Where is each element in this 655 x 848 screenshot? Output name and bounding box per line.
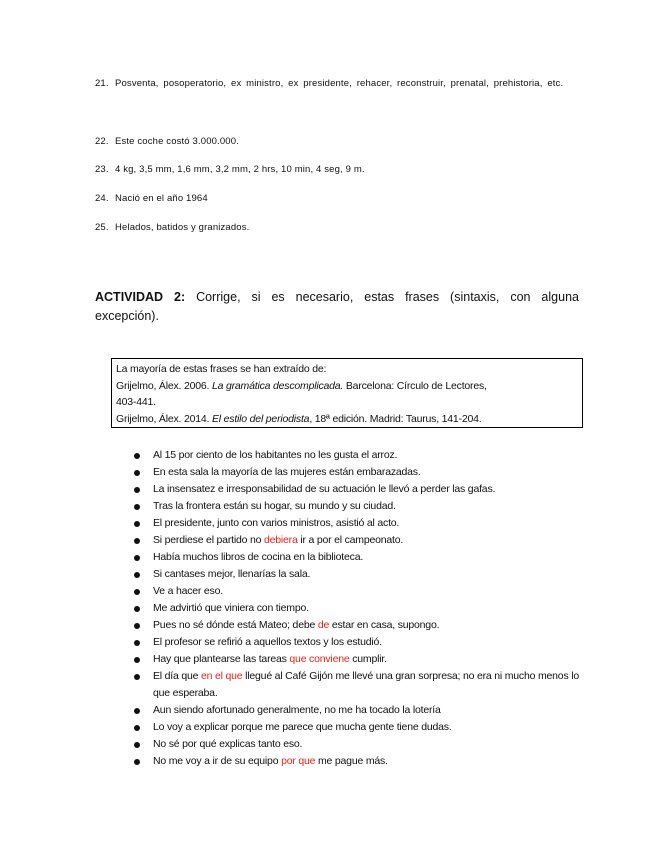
list-item: Tras la frontera están su hogar, su mundo y su ciudad. <box>133 498 583 515</box>
list-item: El presidente, junto con varios ministros, asistió al acto. <box>133 515 583 532</box>
highlighted-text: de <box>317 619 330 631</box>
list-item: Al 15 por ciento de los habitantes no les gusta el arroz. <box>133 447 583 464</box>
item-text: 4 kg, 3,5 mm, 1,6 mm, 3,2 mm, 2 hrs, 10 min, 4 seg, 9 m. <box>115 164 365 175</box>
ref2-title: El estilo del periodista <box>211 412 310 425</box>
bullet-icon <box>134 487 140 493</box>
bullet-icon <box>134 504 140 510</box>
source-intro: La mayoría de estas frases se han extraído de: <box>116 363 327 375</box>
bullet-icon <box>134 623 140 629</box>
list-item <box>95 70 585 98</box>
ref2-rest: , 18ª edición. Madrid: Taurus, 141-204. <box>309 412 482 425</box>
list-item: Si perdiese el partido no debiera ir a por el campeonato. <box>133 532 583 549</box>
activity-label: ACTIVIDAD 2: <box>95 290 186 304</box>
ref1-title: La gramática descomplicada. <box>211 379 344 392</box>
ref1-author: Grijelmo, Álex. 2006. <box>116 379 210 392</box>
list-item: No sé por qué explicas tanto eso. <box>133 736 583 753</box>
bullet-icon <box>134 538 140 544</box>
bullet-icon <box>134 606 140 612</box>
list-item: Si cantases mejor, llenarías la sala. <box>133 566 583 583</box>
ref1-rest: Barcelona: Círculo de Lectores, <box>345 379 487 392</box>
highlighted-text: debiera <box>263 534 298 546</box>
item-number: 22. <box>95 136 109 147</box>
list-item: El día que en el que llegué al Café Gijón me llevé una gran sorpresa; no era ni mucho menos lo que esperaba. <box>133 668 583 702</box>
bullet-icon <box>134 742 140 748</box>
ref2-author: Grijelmo, Álex. 2014. <box>116 412 210 425</box>
bullet-icon <box>134 640 140 646</box>
bullet-icon <box>134 589 140 595</box>
ref1-pages: 403-441. <box>116 396 156 408</box>
bullet-icon <box>134 759 140 765</box>
item-text: Nació en el año 1964 <box>115 193 208 204</box>
item-text: Posventa, posoperatorio, ex ministro, ex presidente, rehacer, reconstruir, prenatal, prehistoria, etc. <box>115 78 564 89</box>
item-text: Helados, batidos y granizados. <box>115 222 250 233</box>
source-box <box>111 358 583 428</box>
item-text: Este coche costó 3.000.000. <box>115 136 239 147</box>
bullet-icon <box>134 708 140 714</box>
item-number: 23. <box>95 164 109 175</box>
list-item <box>95 136 239 147</box>
highlighted-text: que conviene <box>289 653 350 665</box>
reference-1 <box>116 378 578 395</box>
list-item: Me advirtió que viniera con tiempo. <box>133 600 583 617</box>
bullet-icon <box>134 725 140 731</box>
bullet-icon <box>134 521 140 527</box>
list-item: Pues no sé dónde está Mateo; debe de estar en casa, supongo. <box>133 617 583 634</box>
item-number: 25. <box>95 222 109 233</box>
reference-2 <box>116 411 578 428</box>
bullet-icon <box>134 657 140 663</box>
bullet-icon <box>134 572 140 578</box>
list-item: El profesor se refirió a aquellos textos y los estudió. <box>133 634 583 651</box>
bullet-icon <box>134 453 140 459</box>
item-number: 21. <box>95 78 109 89</box>
list-item: Hay que plantearse las tareas que conviene cumplir. <box>133 651 583 668</box>
list-item <box>95 164 365 175</box>
highlighted-text: en el que <box>201 670 243 682</box>
list-item: Ve a hacer eso. <box>133 583 583 600</box>
list-item: En esta sala la mayoría de las mujeres están embarazadas. <box>133 464 583 481</box>
list-item: Había muchos libros de cocina en la biblioteca. <box>133 549 583 566</box>
item-number: 24. <box>95 193 109 204</box>
list-item <box>95 193 208 204</box>
bullet-icon <box>134 555 140 561</box>
activity-heading <box>95 288 579 326</box>
list-item: La insensatez e irresponsabilidad de su actuación le llevó a perder las gafas. <box>133 481 583 498</box>
list-item <box>95 222 249 233</box>
bullet-icon <box>134 674 140 680</box>
highlighted-text: por que <box>281 755 316 767</box>
sentence-list <box>133 447 583 770</box>
list-item: No me voy a ir de su equipo por que me pague más. <box>133 753 583 770</box>
activity-text: Corrige, si es necesario, estas frases (sintaxis, con alguna excepción). <box>95 290 579 323</box>
bullet-icon <box>134 470 140 476</box>
list-item: Lo voy a explicar porque me parece que mucha gente tiene dudas. <box>133 719 583 736</box>
list-item: Aun siendo afortunado generalmente, no me ha tocado la lotería <box>133 702 583 719</box>
